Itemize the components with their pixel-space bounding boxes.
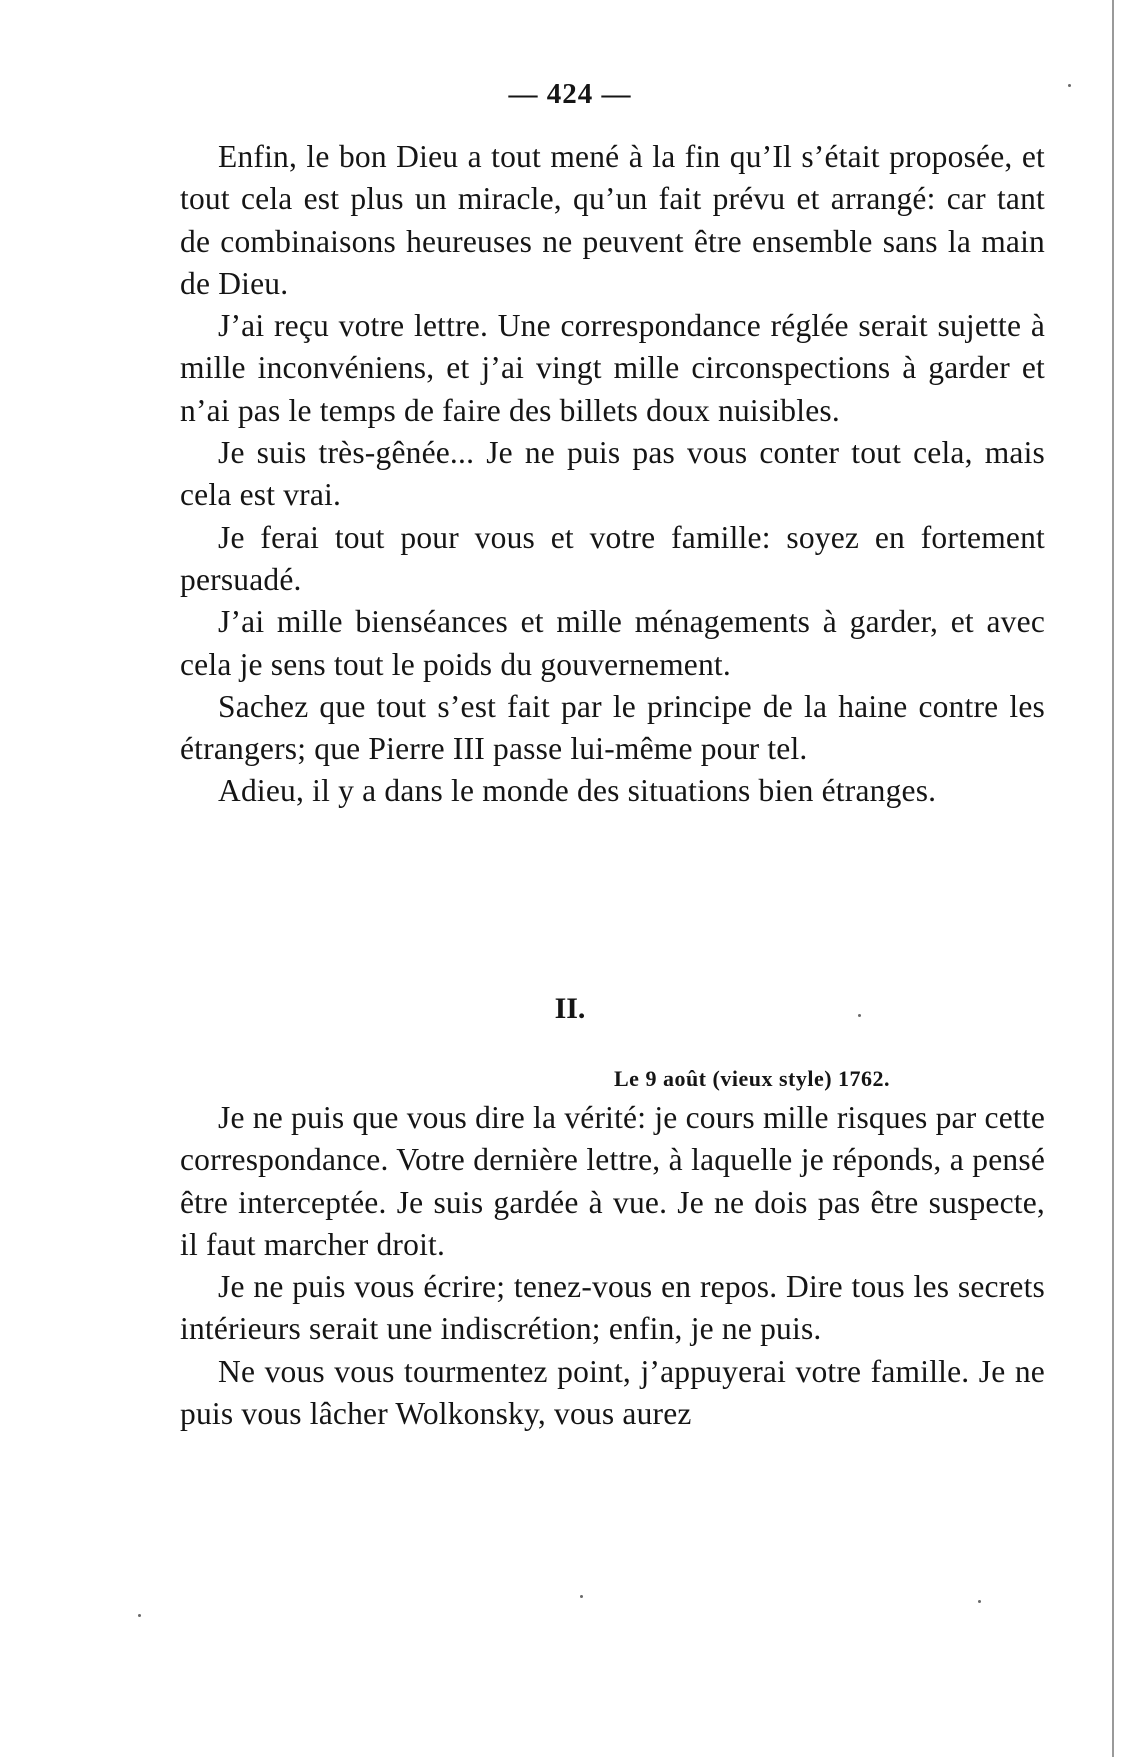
page-edge-rule: [1112, 0, 1114, 1757]
paragraph: J’ai reçu votre lettre. Une correspondance réglée serait sujette à mille inconvéniens, et j’ai vingt mille circonspections à garder et n’ai pas le temps de faire des billets doux nuisibles.: [180, 308, 1045, 428]
paragraph: Adieu, il y a dans le monde des situations bien étranges.: [218, 773, 937, 809]
print-speck: [580, 1595, 583, 1598]
paragraph: Ne vous vous tourmentez point, j’appuyerai votre famille. Je ne puis vous lâcher Wolkonsky, vous aurez: [180, 1353, 1045, 1432]
print-speck: [978, 1600, 981, 1603]
letter-i-text: [180, 136, 1045, 813]
paragraph: Je ne puis vous écrire; tenez-vous en repos. Dire tous les secrets intérieurs serait une indiscrétion; enfin, je ne puis.: [180, 1269, 1045, 1347]
print-speck: [858, 1014, 861, 1017]
letter-ii-text: [180, 1097, 1045, 1435]
paragraph: Sachez que tout s’est fait par le principe de la haine contre les étrangers; que Pierre III passe lui-même pour tel.: [180, 688, 1045, 767]
paragraph: Je suis très-gênée... Je ne puis pas vous conter tout cela, mais cela est vrai.: [180, 435, 1045, 513]
section-heading: II.: [554, 992, 586, 1025]
page-number: — 424 —: [508, 78, 632, 110]
paragraph: Je ne puis que vous dire la vérité: je cours mille risques par cette correspondance. Votre dernière lettre, à laquelle je réponds, a pensé être interceptée. Je suis gardée à vue. Je ne dois pas être suspecte, il faut marcher droit.: [180, 1100, 1045, 1262]
paragraph: Enfin, le bon Dieu a tout mené à la fin qu’Il s’était proposée, et tout cela est plus un miracle, qu’un fait prévu et arrangé: car tant de combinaisons heureuses ne peuvent être ensemble sans la main de Dieu.: [180, 139, 1045, 301]
paragraph: J’ai mille bienséances et mille ménagements à garder, et avec cela je sens tout le poids du gouvernement.: [180, 604, 1045, 682]
letter-dateline: Le 9 août (vieux style) 1762.: [614, 1066, 891, 1091]
print-speck: [1068, 84, 1071, 87]
print-speck: [138, 1614, 141, 1617]
paragraph: Je ferai tout pour vous et votre famille: soyez en fortement persuadé.: [180, 519, 1045, 597]
